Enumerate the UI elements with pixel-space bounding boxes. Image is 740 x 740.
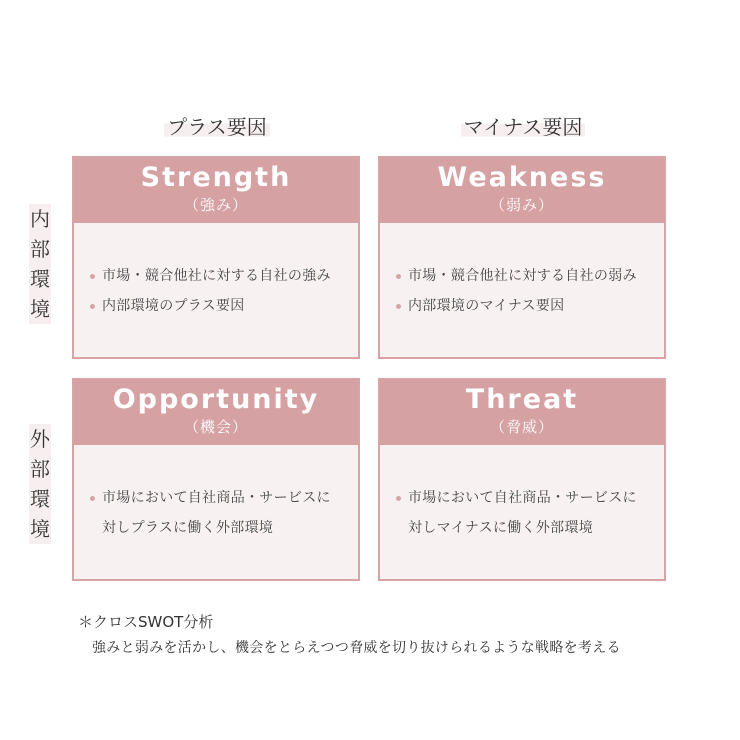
list-item-text: 内部環境のプラス要因 xyxy=(102,298,245,314)
quadrant-strength xyxy=(72,156,360,359)
row-label-internal-char: 内 xyxy=(24,204,56,234)
bullet-dot-icon xyxy=(90,496,95,501)
column-label-minus xyxy=(378,112,668,142)
quadrant-weakness xyxy=(378,156,666,359)
list-item xyxy=(394,261,654,291)
bullet-dot-icon xyxy=(90,304,95,309)
row-label-external-char: 外 xyxy=(24,424,56,454)
row-label-internal-char: 環 xyxy=(24,264,56,294)
list-item xyxy=(88,483,348,513)
bullet-dot-icon xyxy=(90,274,95,279)
list-item-text: 市場・競合他社に対する自社の弱み xyxy=(408,268,637,284)
list-item xyxy=(394,483,654,513)
quadrant-opportunity-body xyxy=(74,445,358,543)
quadrant-weakness-title: Weakness xyxy=(437,162,607,193)
column-label-plus xyxy=(72,112,362,142)
quadrant-weakness-subtitle: （弱み） xyxy=(489,196,554,214)
quadrant-strength-header xyxy=(74,158,358,223)
bullet-dot-icon xyxy=(396,304,401,309)
quadrant-opportunity-header xyxy=(74,380,358,445)
quadrant-threat-title: Threat xyxy=(465,384,579,415)
quadrant-threat xyxy=(378,378,666,581)
quadrant-weakness-body xyxy=(380,223,664,321)
list-item-text: 対しプラスに働く外部環境 xyxy=(102,520,274,536)
list-item xyxy=(88,291,348,321)
quadrant-opportunity-title: Opportunity xyxy=(112,384,320,415)
quadrant-opportunity xyxy=(72,378,360,581)
list-item xyxy=(88,261,348,291)
row-label-internal-char: 部 xyxy=(24,234,56,264)
quadrant-opportunity-subtitle: （機会） xyxy=(183,418,248,436)
list-item-text: 内部環境のマイナス要因 xyxy=(408,298,565,314)
row-label-external-char: 環 xyxy=(24,484,56,514)
list-item xyxy=(394,291,654,321)
list-item-text: 市場・競合他社に対する自社の強み xyxy=(102,268,331,284)
column-label-minus-text: マイナス要因 xyxy=(461,115,586,139)
row-label-internal-char: 境 xyxy=(24,294,56,324)
note-description: 強みと弱みを活かし、機会をとらえつつ脅威を切り抜けられるような戦略を考える xyxy=(92,640,621,656)
note-heading: ＊クロスSWOT分析 xyxy=(78,613,214,631)
quadrant-weakness-header xyxy=(380,158,664,223)
bullet-dot-icon xyxy=(396,496,401,501)
row-label-external-char: 境 xyxy=(24,514,56,544)
list-item-text: 対しマイナスに働く外部環境 xyxy=(408,520,594,536)
row-label-internal xyxy=(24,204,56,324)
quadrant-strength-body xyxy=(74,223,358,321)
quadrant-threat-body xyxy=(380,445,664,543)
list-item-continuation xyxy=(394,513,654,543)
list-item-text: 市場において自社商品・サービスに xyxy=(102,490,331,506)
column-label-plus-text: プラス要因 xyxy=(164,115,269,139)
quadrant-strength-title: Strength xyxy=(140,162,292,193)
quadrant-threat-subtitle: （脅威） xyxy=(489,418,554,436)
quadrant-threat-header xyxy=(380,380,664,445)
row-label-external-char: 部 xyxy=(24,454,56,484)
bullet-dot-icon xyxy=(396,274,401,279)
list-item-text: 市場において自社商品・サービスに xyxy=(408,490,637,506)
row-label-external xyxy=(24,424,56,544)
quadrant-strength-subtitle: （強み） xyxy=(183,196,248,214)
list-item-continuation xyxy=(88,513,348,543)
